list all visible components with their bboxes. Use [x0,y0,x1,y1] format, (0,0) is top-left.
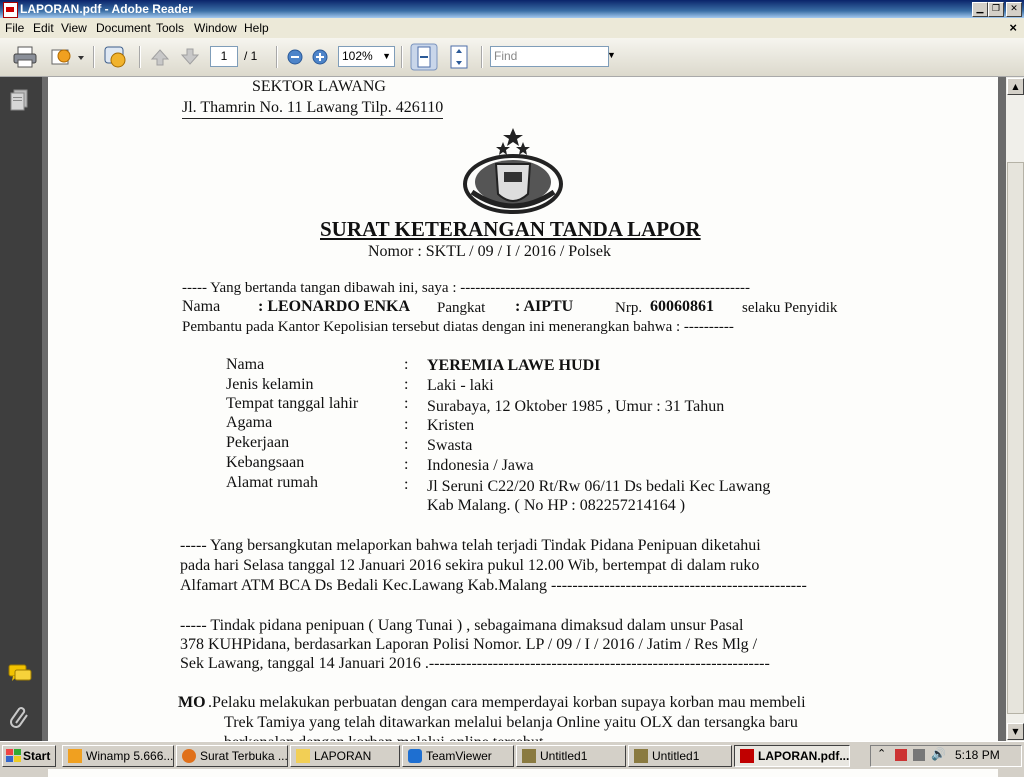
zoom-in-icon[interactable] [311,48,329,66]
winamp-icon [68,749,82,763]
reporter-label: Agama [226,414,273,431]
scroll-thumb[interactable] [1007,162,1024,714]
firefox-icon [182,749,196,763]
reporter-separator: : [404,416,409,433]
taskbar [0,741,1024,769]
document-viewport[interactable] [42,77,1006,741]
adobe-reader-icon [3,2,18,18]
mo-label: MO [178,694,206,711]
reporter-label: Nama [226,356,265,373]
system-tray [870,745,1022,767]
task-winamp[interactable] [62,745,174,767]
fit-page-icon[interactable] [446,44,472,70]
toolbar-separator [481,46,483,68]
fit-width-icon[interactable] [410,43,438,71]
menu-document[interactable]: Document [96,21,151,35]
reporter-nationality: Indonesia / Jawa [427,457,534,474]
crime-paragraph-line: Sek Lawang, tanggal 14 Januari 2016 .---------------------------------------------------------------- [180,655,770,672]
mo-line: .Pelaku melakukan perbuatan dengan cara memperdayai korban supaya korban mau membeli [208,694,806,711]
page-total: / 1 [244,49,258,63]
scroll-up-button[interactable]: ▲ [1007,78,1024,95]
report-paragraph-line: Alfamart ATM BCA Ds Bedali Kec.Lawang Kab.Malang ------------------------------------------------ [180,577,807,594]
reporter-birth: Surabaya, 12 Oktober 1985 , Umur : 31 Tahun [427,398,725,415]
restore-button[interactable]: ❐ [988,2,1004,17]
reporter-separator: : [404,436,409,453]
pages-icon[interactable] [9,89,29,113]
header-sektor: SEKTOR LAWANG [252,78,386,95]
next-page-icon[interactable] [180,48,200,66]
window-title: LAPORAN.pdf - Adobe Reader [20,2,193,16]
officer-pangkat-label: Pangkat [437,300,486,316]
task-firefox[interactable] [176,745,288,767]
paint-icon [522,749,536,763]
officer-role: selaku Penyidik [742,300,838,316]
folder-icon [296,749,310,763]
officer-nrp: 60060861 [650,298,714,315]
menu-edit[interactable]: Edit [33,21,54,35]
close-button[interactable]: ✕ [1006,2,1022,17]
reporter-address-line2: Kab Malang. ( No HP : 082257214164 ) [427,497,686,514]
attachments-paperclip-icon[interactable] [9,705,31,729]
toolbar [0,38,1024,77]
task-label: TeamViewer [426,749,492,763]
reporter-label: Alamat rumah [226,474,318,491]
reporter-address: Jl Seruni C22/20 Rt/Rw 06/11 Ds bedali Kec Lawang [427,478,771,495]
reporter-gender: Laki - laki [427,377,494,394]
reporter-separator: : [404,356,409,373]
task-untitled1[interactable] [516,745,626,767]
minimize-button[interactable]: ▁ [972,2,988,17]
share-icon[interactable] [50,46,86,68]
task-teamviewer[interactable] [402,745,514,767]
teamviewer-icon [408,749,422,763]
zoom-select[interactable] [338,46,395,67]
task-label: Surat Terbuka ... [200,749,288,763]
previous-page-icon[interactable] [150,48,170,66]
task-laporan-folder[interactable] [290,745,400,767]
menu-view[interactable]: View [61,21,87,35]
menu-file[interactable]: File [5,21,25,35]
task-untitled1-second[interactable] [628,745,732,767]
clock[interactable]: 5:18 PM [955,748,1000,762]
officer-rank: : AIPTU [515,298,574,315]
officer-nrp-label: Nrp. [615,300,643,316]
vertical-scrollbar[interactable] [1006,77,1024,741]
toolbar-separator [93,46,95,68]
menu-bar [0,18,1024,38]
toolbar-separator [139,46,141,68]
mo-line: Trek Tamiya yang telah ditawarkan melalui belanja Online yaitu OLX dan tersangka baru [224,714,798,731]
reporter-religion: Kristen [427,417,475,434]
find-dropdown-icon[interactable]: ▼ [607,50,616,60]
chevron-down-icon: ▼ [382,51,391,61]
officer-name: : LEONARDO ENKA [258,298,411,315]
navigation-pane [0,77,42,741]
report-paragraph-line: pada hari Selasa tanggal 12 Januari 2016 sekira pukul 12.00 Wib, bertempat di dalam ruko [180,557,760,574]
volume-icon[interactable]: 🔊 [931,747,946,761]
intro-line: ----- Yang bertanda tangan dibawah ini, saya : ---------------------------------------------------------- [182,280,750,296]
page-number-input[interactable]: 1 [210,46,238,67]
document-close-icon[interactable]: × [1009,20,1017,35]
start-label: Start [23,749,51,763]
paint-icon [634,749,648,763]
toolbar-separator [276,46,278,68]
tray-expand-icon[interactable]: ⌃ [877,748,887,760]
pdf-icon [740,749,754,763]
crime-paragraph-line: 378 KUHPidana, berdasarkan Laporan Polisi Nomor. LP / 09 / I / 2016 / Jatim / Res Mlg / [180,636,758,653]
reporter-label: Tempat tanggal lahir [226,395,359,412]
police-emblem-logo [458,124,568,216]
officer-nama-label: Nama [182,298,221,315]
menu-window[interactable]: Window [194,21,237,35]
find-placeholder: Find [494,49,518,63]
pdf-page [48,77,998,777]
tray-app-icon[interactable] [895,749,907,761]
reporter-separator: : [404,395,409,412]
review-comment-icon[interactable] [102,45,130,69]
task-label: Untitled1 [652,749,700,763]
reporter-separator: : [404,376,409,393]
crime-paragraph-line: ----- Tindak pidana penipuan ( Uang Tunai ) , sebagaimana dimaksud dalam unsur Pasal [180,617,744,634]
reporter-separator: : [404,456,409,473]
start-button[interactable] [2,745,56,767]
task-label: Winamp 5.666... [86,749,174,763]
find-input[interactable] [490,46,609,67]
report-paragraph-line: ----- Yang bersangkutan melaporkan bahwa telah terjadi Tindak Pidana Penipuan diketahui [180,537,761,554]
network-icon[interactable] [913,749,925,761]
task-label: LAPORAN.pdf... [758,749,850,763]
menu-help[interactable]: Help [244,21,269,35]
reporter-label: Pekerjaan [226,434,290,451]
reporter-name: YEREMIA LAWE HUDI [427,357,601,374]
reporter-occupation: Swasta [427,437,473,454]
print-icon[interactable] [12,46,38,68]
zoom-value: 102% [342,49,373,63]
title-bar [0,0,1024,18]
document-title: SURAT KETERANGAN TANDA LAPOR [320,217,701,241]
task-laporan-pdf[interactable] [734,745,850,767]
task-label: Untitled1 [540,749,588,763]
menu-tools[interactable]: Tools [156,21,185,35]
header-address: Jl. Thamrin No. 11 Lawang Tilp. 426110 [182,99,443,119]
scroll-down-button[interactable]: ▼ [1007,723,1024,740]
reporter-label: Jenis kelamin [226,376,314,393]
task-label: LAPORAN [314,749,372,763]
reporter-label: Kebangsaan [226,454,305,471]
document-number: Nomor : SKTL / 09 / I / 2016 / Polsek [368,243,611,260]
windows-logo-icon [6,749,21,763]
officer-line-2: Pembantu pada Kantor Kepolisian tersebut diatas dengan ini menerangkan bahwa : ---------- [182,319,734,335]
zoom-out-icon[interactable] [286,48,304,66]
comments-icon[interactable] [7,662,33,684]
toolbar-separator [401,46,403,68]
reporter-separator: : [404,476,409,493]
